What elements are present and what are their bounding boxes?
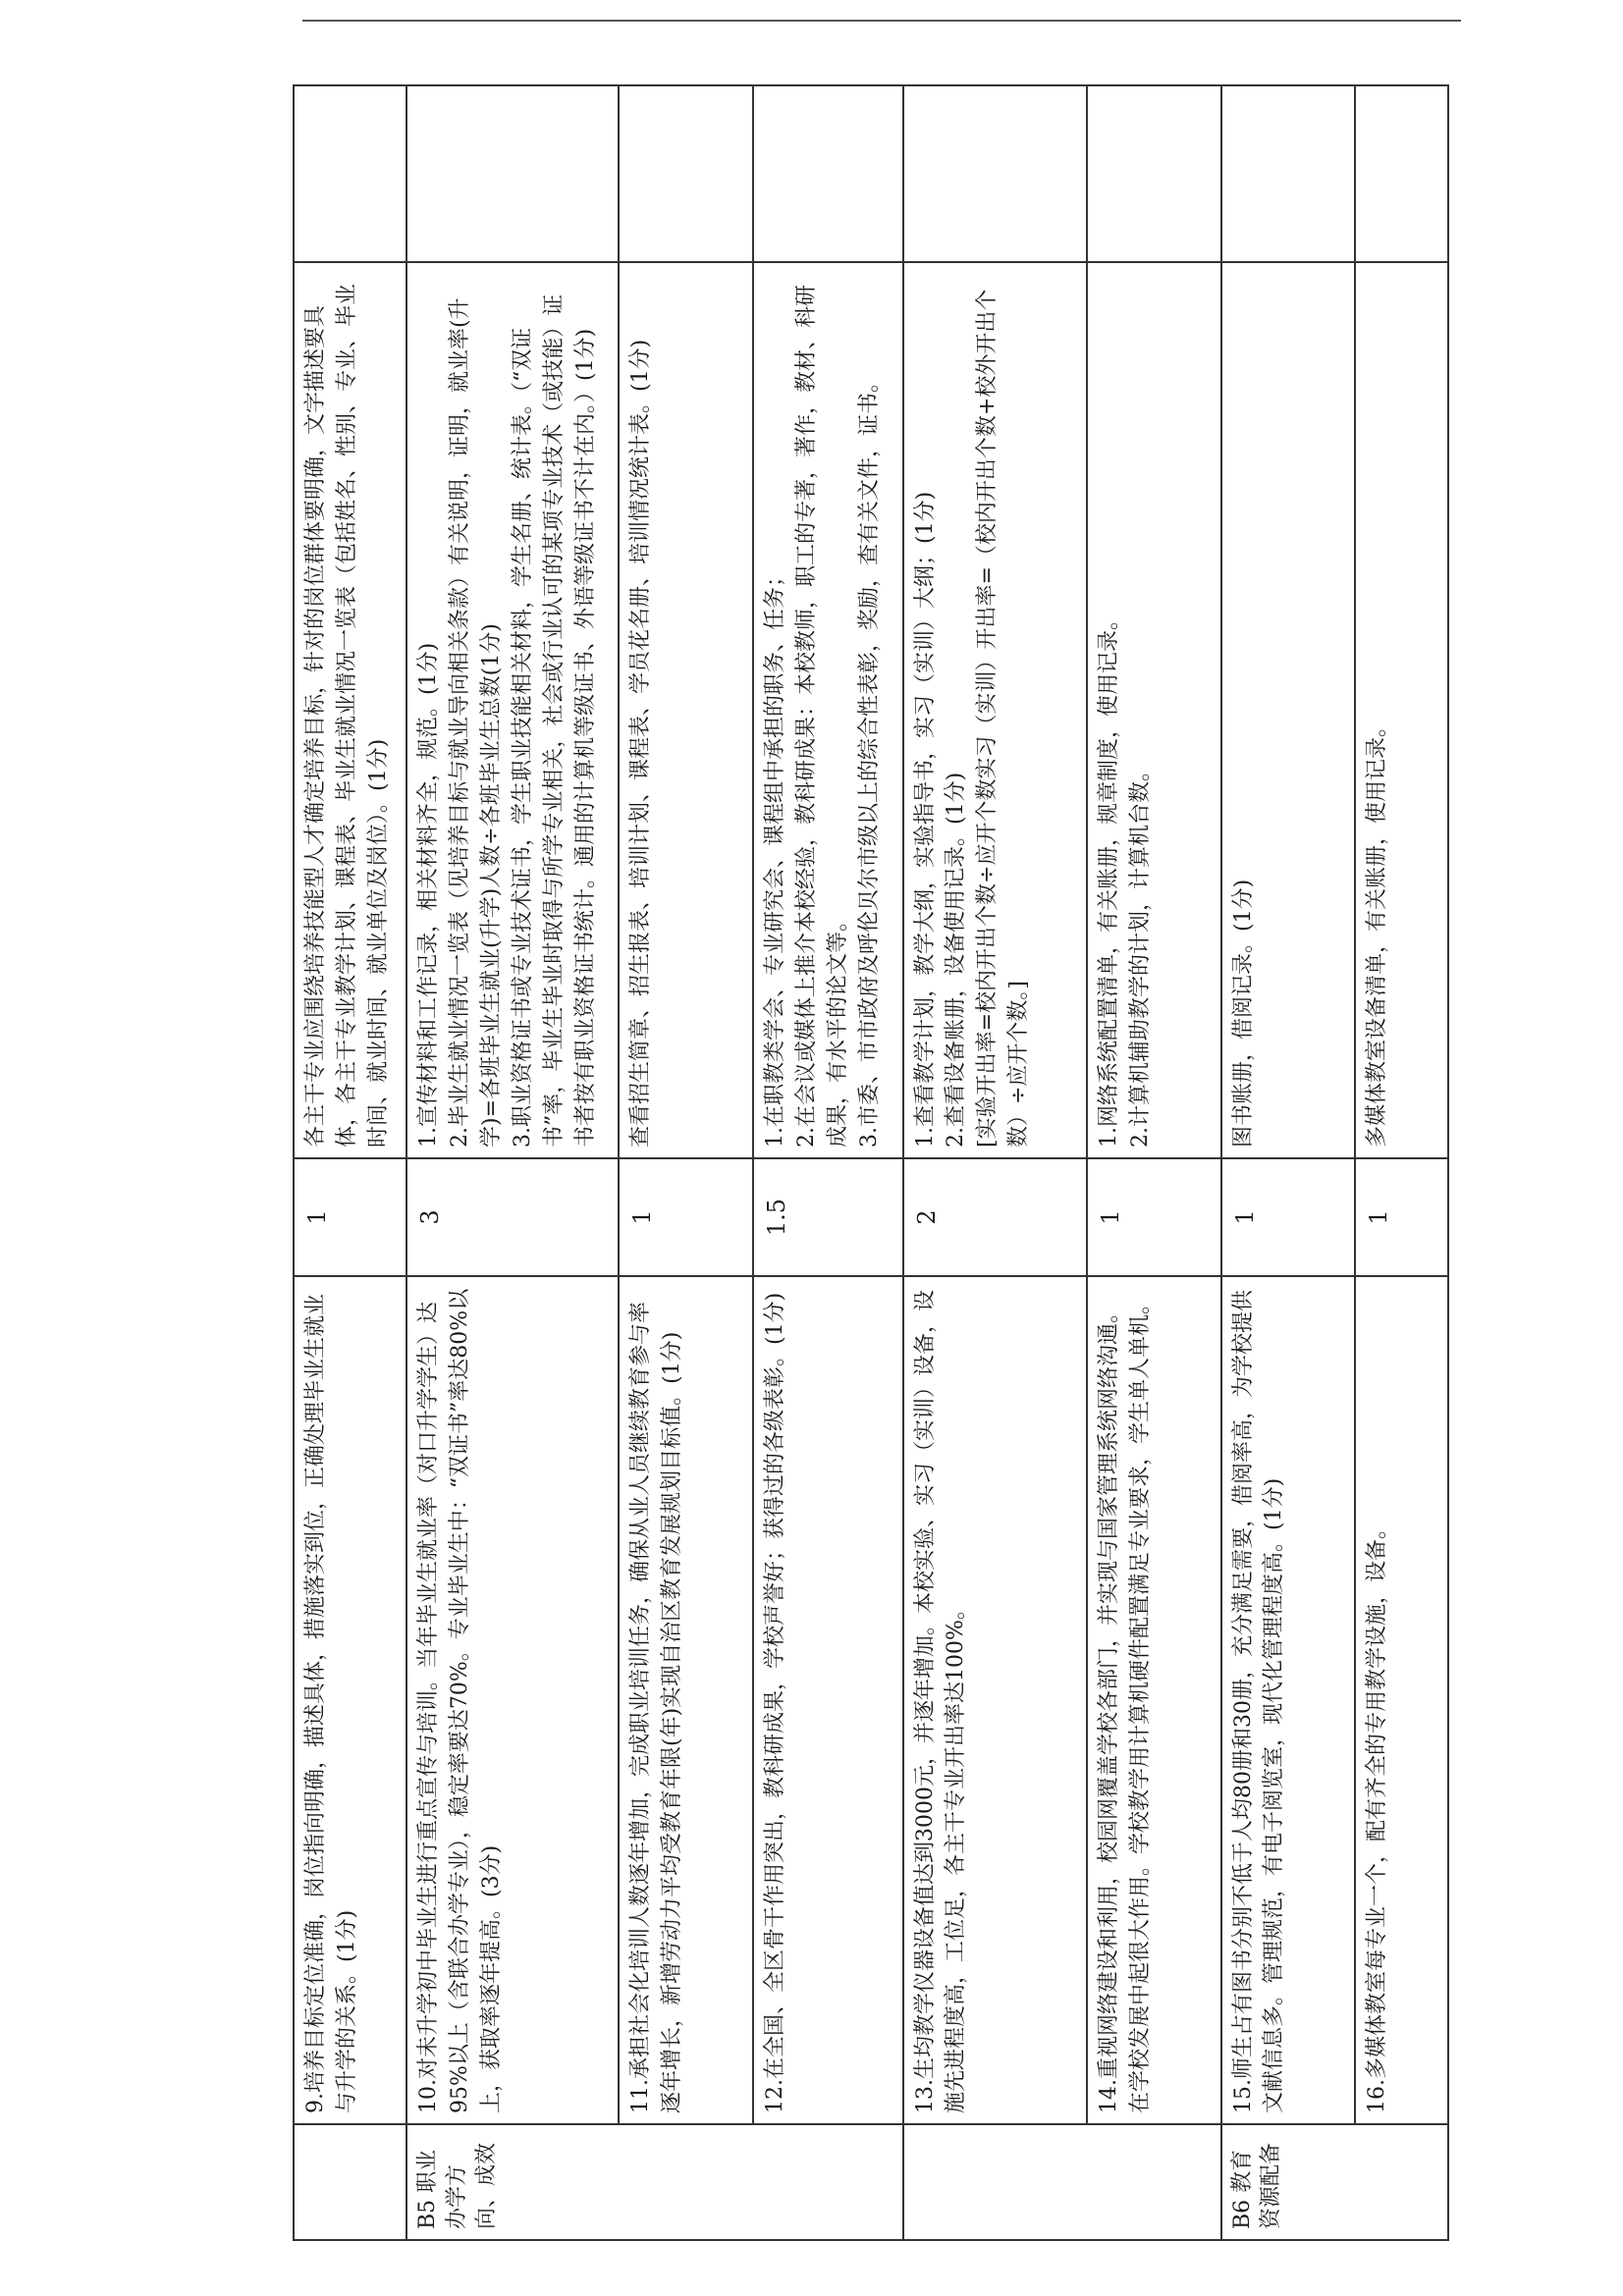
standard-cell: 9.培养目标定位准确，岗位指向明确，描述具体，措施落实到位，正确处理毕业生就业与升学的关系。(1分) — [294, 1276, 406, 2124]
remarks-cell — [753, 85, 903, 262]
method-line: 图书账册，借阅记录。(1分) — [1230, 879, 1256, 1148]
remarks-cell — [1221, 85, 1356, 262]
score-cell: 1 — [1221, 1158, 1356, 1276]
table-row — [1221, 85, 1356, 2240]
method-line: 1.在职教类学会、专业研究会、课程组中承担的职务、任务； — [763, 565, 788, 1148]
method-line: 1.网络系统配置清单，有关账册，规章制度，使用记录。 — [1096, 609, 1121, 1148]
standard-cell: 10.对未升学初中毕业生进行重点宣传与培训。当年毕业生就业率（对口升学学生）达95%以上（含联合办学专业），稳定率要达70%。专业毕业生中：“双证书”率达80%以上，获取率逐年提高。(3分) — [406, 1276, 619, 2124]
standard-cell: 14.重视网络建设和利用，校园网覆盖学校各部门，并实现与国家管理系统网络沟通。在学校发展中起很大作用。学校教学用计算机硬件配置满足专业要求，学生单人单机。 — [1087, 1276, 1221, 2124]
remarks-cell — [406, 85, 619, 262]
score-cell: 1 — [1087, 1158, 1221, 1276]
remarks-cell — [294, 85, 406, 262]
remarks-cell — [619, 85, 753, 262]
table-row — [1355, 85, 1448, 2240]
method-cell — [406, 262, 619, 1158]
method-line: 查看招生简章、招生报表、培训计划、课程表、学员花名册、培训情况统计表。(1分) — [628, 339, 654, 1148]
method-cell — [1087, 262, 1221, 1158]
score-cell: 1 — [294, 1158, 406, 1276]
standard-cell: 15.师生占有图书分别不低于人均80册和30册，充分满足需要，借阅率高，为学校提供文献信息多。管理规范，有电子阅览室，现代化管理程度高。(1分) — [1221, 1276, 1356, 2124]
table-row — [406, 85, 619, 2240]
standard-cell: 16.多媒体教室每专业一个，配有齐全的专用教学设施，设备。 — [1355, 1276, 1448, 2124]
method-line: 3.市委、市市政府及呼伦贝尔市级以上的综合性表彰，奖励，查有关文件，证书。 — [856, 371, 882, 1148]
method-line: 2.计算机辅助教学的计划，计算机台数。 — [1127, 760, 1153, 1148]
table-row — [753, 85, 903, 2240]
standard-cell: 12.在全国、全区骨干作用突出，教科研成果，学校声誉好；获得过的各级表彰。(1分) — [753, 1276, 903, 2124]
remarks-cell — [1087, 85, 1221, 262]
category-cell — [294, 2124, 406, 2240]
category-cell — [903, 2124, 1221, 2240]
method-cell — [903, 262, 1087, 1158]
method-line: 2.在会议或媒体上推介本校经验，教科研成果：本校教师，职工的专著，著作，教材、科研成果，有水平的论文等。 — [793, 285, 850, 1148]
method-line: 2.毕业生就业情况一览表（见培养目标与就业导向相关条款）有关说明，证明，就业率(升学)=各班毕业生就业(升学)人数÷各班毕业生总数(1分) — [448, 297, 505, 1148]
method-line: 3.职业资格证书或专业技术证书，学生职业技能相关材料，学生名册、统计表。（“双证书”率，毕业生毕业时取得与所学专业相关，社会或行业认可的某项专业技术（或技能）证书者按有职业资格证书统计。通用的计算机等级证书、外语等级证书不计在内。）(1分) — [511, 294, 598, 1148]
table-row — [903, 85, 1087, 2240]
method-line: 多媒体教室设备清单，有关账册，使用记录。 — [1365, 715, 1390, 1148]
method-line: 各主干专业应围绕培养技能型人才确定培养目标，针对的岗位群体要明确，文字描述要具体，各主干专业教学计划、课程表、毕业生就业情况一览表（包括姓名、性别、专业、毕业时间、就业时间、就业单位及岗位）。(1分) — [303, 283, 391, 1148]
remarks-cell — [903, 85, 1087, 262]
table-row — [619, 85, 753, 2240]
method-line: 2.查看设备账册，设备使用记录。(1分) — [944, 772, 969, 1148]
category-cell: B6 教育资源配备 — [1221, 2124, 1448, 2240]
method-cell — [1355, 262, 1448, 1158]
standard-cell: 11.承担社会化培训人数逐年增加，完成职业培训任务，确保从业人员继续教育参与率逐年增长，新增劳动力平均受教育年限(年)实现自治区教育发展规划目标值。(1分) — [619, 1276, 753, 2124]
score-cell: 2 — [903, 1158, 1087, 1276]
method-cell — [1221, 262, 1356, 1158]
method-cell — [294, 262, 406, 1158]
method-line: 1.宣传材料和工作记录，相关材料齐全，规范。(1分) — [416, 642, 442, 1148]
evaluation-table — [293, 84, 1449, 2241]
score-cell: 3 — [406, 1158, 619, 1276]
score-cell: 1.5 — [753, 1158, 903, 1276]
standard-cell: 13.生均教学仪器设备值达到3000元，并逐年增加。本校实验、实习（实训）设备，设施先进程度高，工位足，各主干专业开出率达100%。 — [903, 1276, 1087, 2124]
rotated-table-container — [293, 86, 1449, 2241]
method-line: [实验开出率=校内开出个数÷应开个数实习（实训）开出率=（校内开出个数+校外开出个数）÷应开个数。] — [975, 289, 1032, 1148]
table-row — [294, 85, 406, 2240]
remarks-cell — [1355, 85, 1448, 262]
score-cell: 1 — [1355, 1158, 1448, 1276]
score-cell: 1 — [619, 1158, 753, 1276]
method-cell — [753, 262, 903, 1158]
method-cell — [619, 262, 753, 1158]
table-row — [1087, 85, 1221, 2240]
method-line: 1.查看教学计划，教学大纲，实验指导书，实习（实训）大纲；(1分) — [912, 491, 938, 1148]
top-rule — [302, 20, 1461, 22]
category-cell: B5 职业办学方向、成效 — [406, 2124, 902, 2240]
